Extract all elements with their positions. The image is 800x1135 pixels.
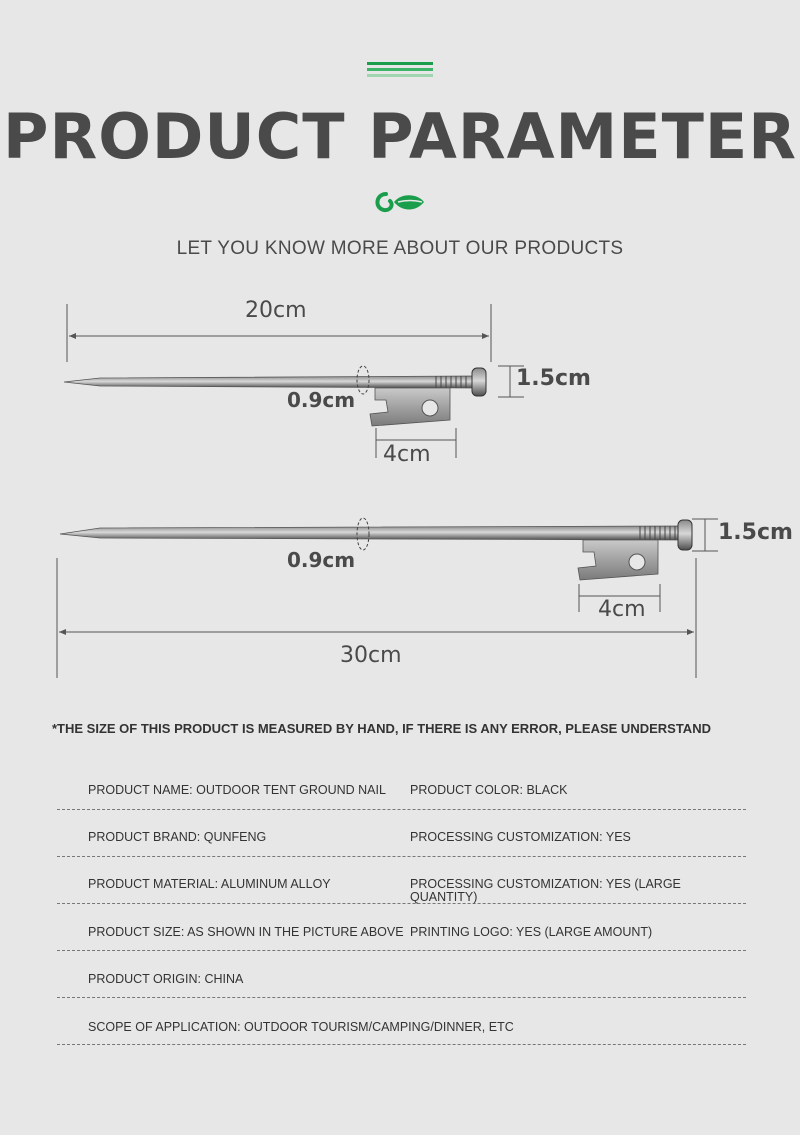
measurement-note: *THE SIZE OF THIS PRODUCT IS MEASURED BY HAND, IF THERE IS ANY ERROR, PLEASE UNDERSTAND <box>52 721 711 736</box>
short-hook-label: 4cm <box>383 442 431 467</box>
spec-row <box>57 856 746 904</box>
short-length-label: 20cm <box>245 298 307 323</box>
short-head-label: 1.5cm <box>516 366 591 391</box>
header-stripes <box>367 62 433 80</box>
spec-right: PRODUCT COLOR: BLACK <box>410 783 568 797</box>
spec-left: PRODUCT NAME: OUTDOOR TENT GROUND NAIL <box>88 783 386 797</box>
leaf-swirl-icon <box>372 188 428 223</box>
spec-right: PROCESSING CUSTOMIZATION: YES <box>410 830 631 844</box>
stake-short-drawing <box>64 304 524 458</box>
spec-row <box>57 997 746 1045</box>
spec-row <box>57 762 746 810</box>
short-diameter-label: 0.9cm <box>287 388 356 412</box>
stake-diagram <box>0 290 800 690</box>
spec-left: PRODUCT MATERIAL: ALUMINUM ALLOY <box>88 877 331 891</box>
spec-row <box>57 950 746 998</box>
spec-left: PRODUCT ORIGIN: CHINA <box>88 972 244 986</box>
long-hook-label: 4cm <box>598 597 646 622</box>
spec-left: SCOPE OF APPLICATION: OUTDOOR TOURISM/CAMPING/DINNER, ETC <box>88 1020 514 1034</box>
spec-row <box>57 809 746 857</box>
spec-left: PRODUCT SIZE: AS SHOWN IN THE PICTURE ABOVE <box>88 925 404 939</box>
long-diameter-label: 0.9cm <box>287 548 356 572</box>
page-title: PRODUCT PARAMETER <box>3 100 797 173</box>
long-head-label: 1.5cm <box>718 520 793 545</box>
spec-right: PRINTING LOGO: YES (LARGE AMOUNT) <box>410 925 653 939</box>
spec-row <box>57 903 746 951</box>
long-length-label: 30cm <box>340 643 402 668</box>
spec-left: PRODUCT BRAND: QUNFENG <box>88 830 267 844</box>
page-subtitle: LET YOU KNOW MORE ABOUT OUR PRODUCTS <box>176 238 624 259</box>
spec-right: PROCESSING CUSTOMIZATION: YES (LARGE QUANTITY) <box>410 877 681 904</box>
